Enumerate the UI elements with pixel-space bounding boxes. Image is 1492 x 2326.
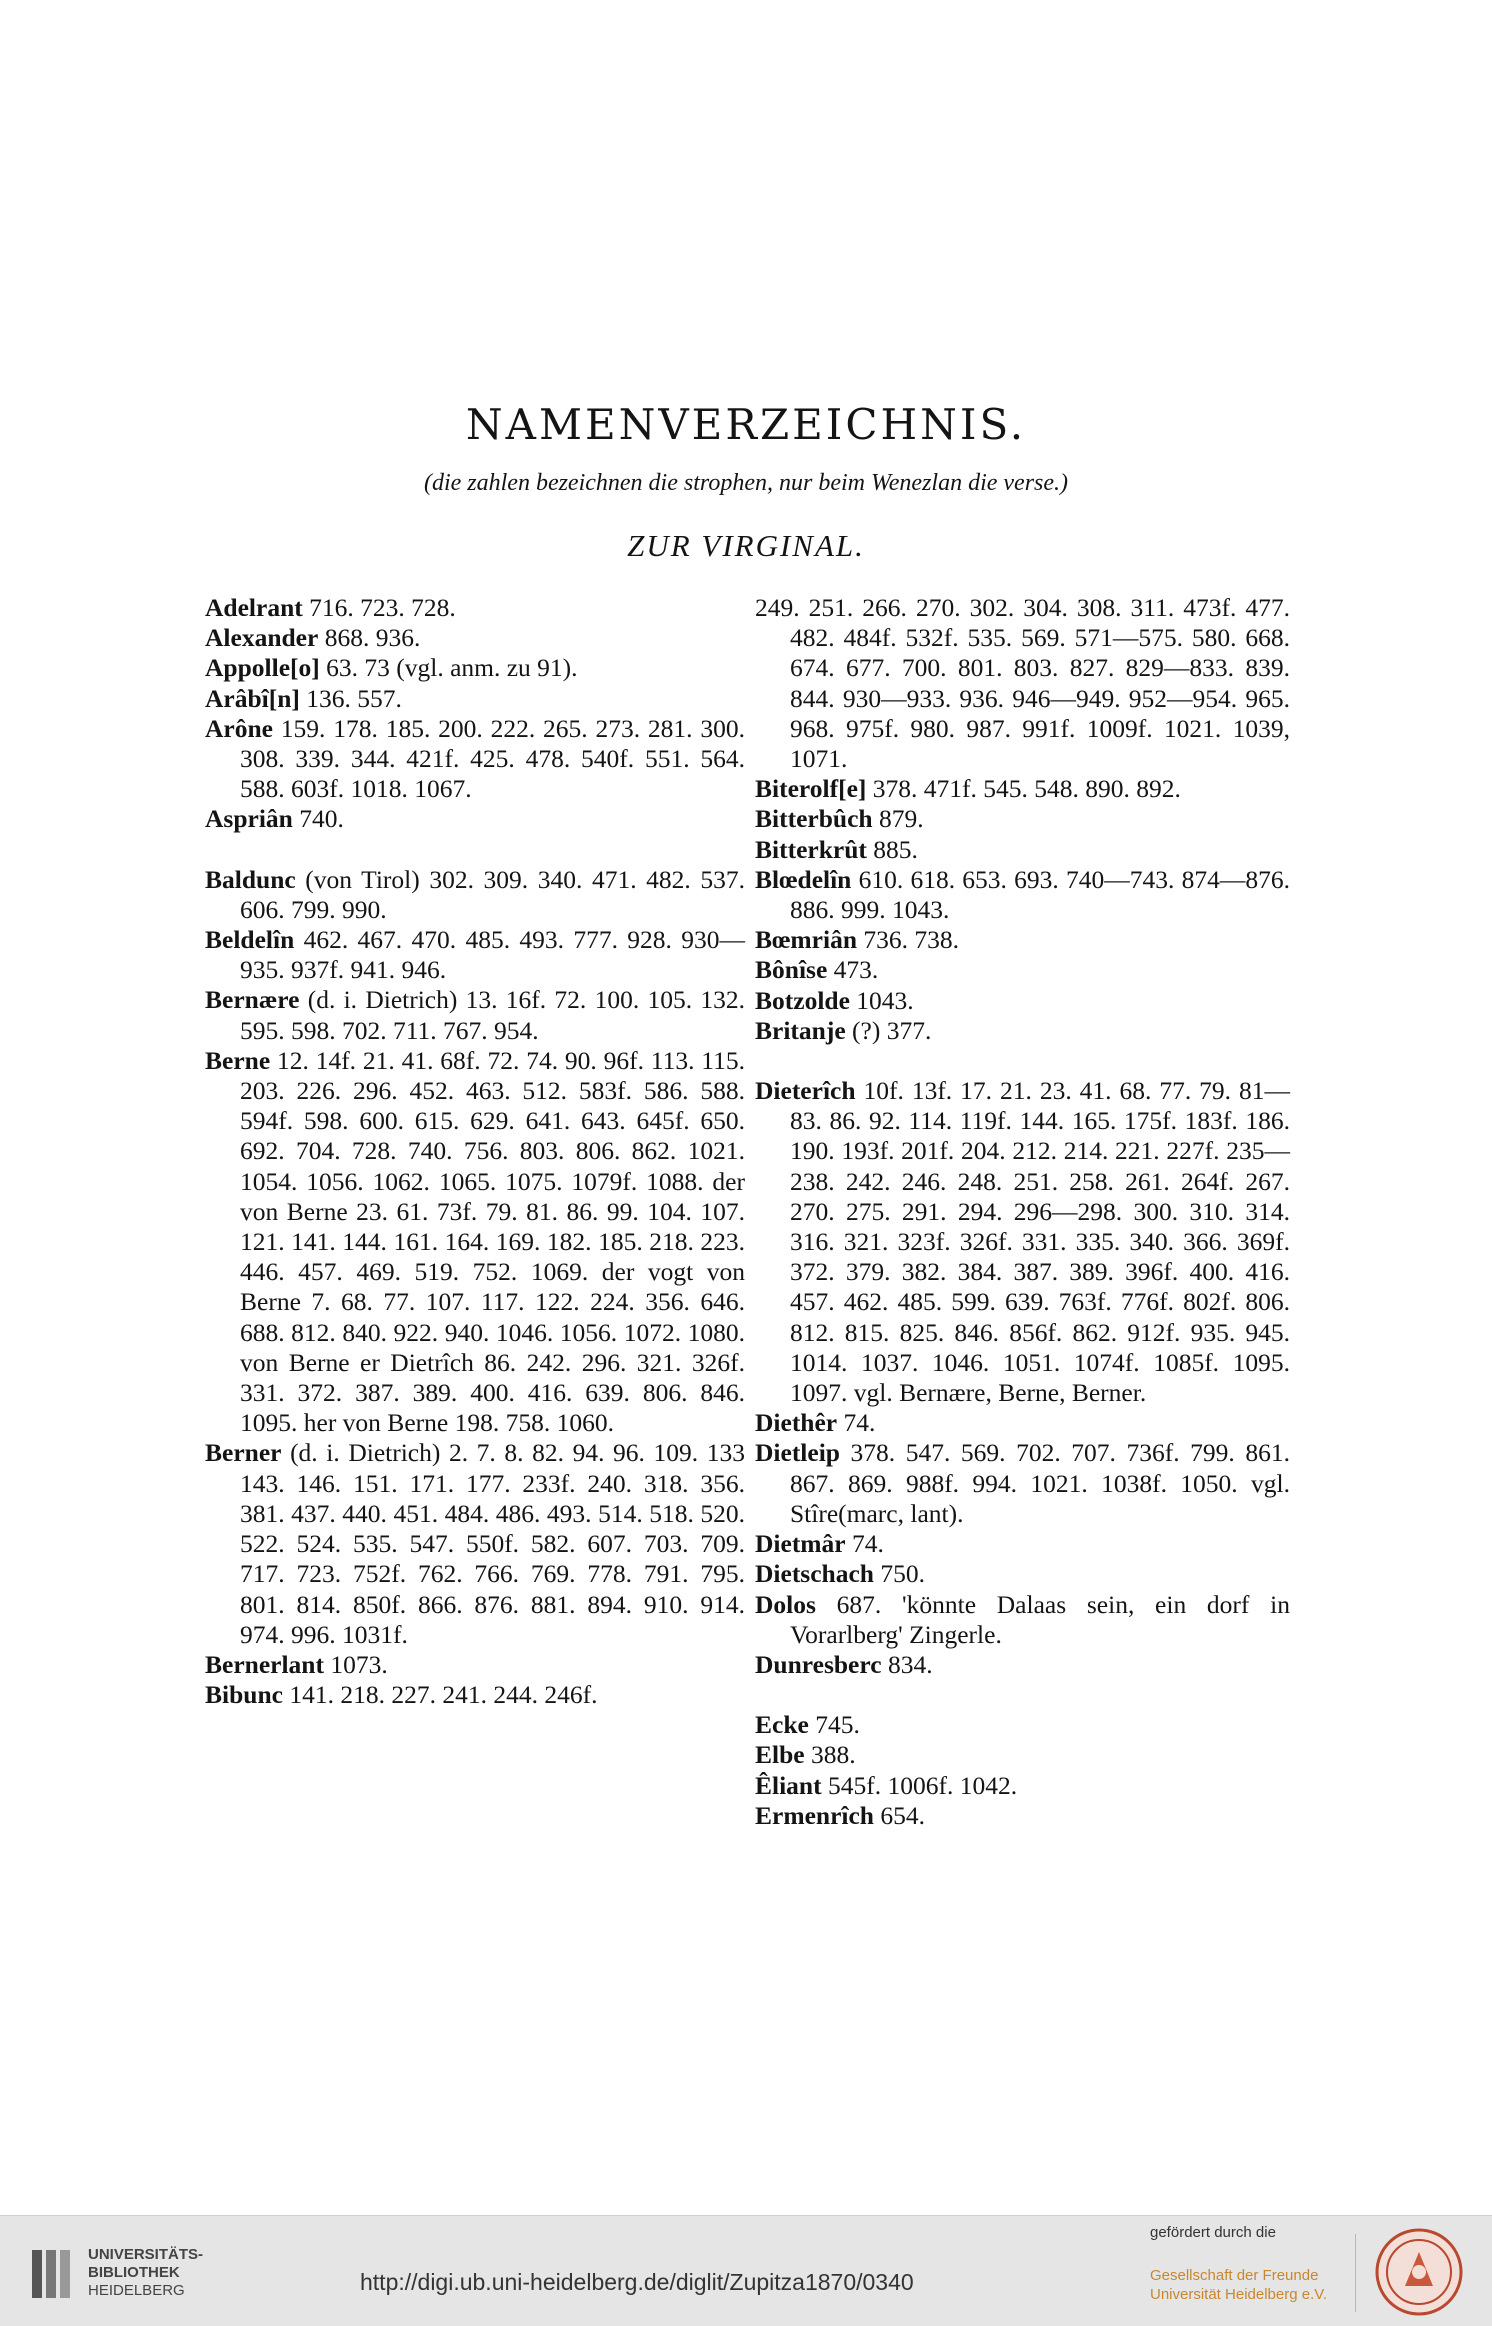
index-references: 141. 218. 227. 241. 244. 246f. <box>282 1680 598 1710</box>
index-references: 136. 557. <box>299 683 402 713</box>
library-name <box>88 2246 203 2300</box>
index-references: 159. 178. 185. 200. 222. 265. 273. 281. 300. 308. 339. 344. 421f. 425. 478. 540f. 551. 564. 588. 603f. 1018. 1067. <box>240 713 745 804</box>
index-headword: Arâbî[n] <box>205 683 300 713</box>
index-entry <box>755 774 1290 804</box>
index-headword: Blœdelîn <box>755 864 852 894</box>
index-headword: Appolle[o] <box>205 653 320 683</box>
index-headword: Dolos <box>755 1589 816 1619</box>
index-entry <box>205 985 745 1045</box>
index-entry <box>755 835 1290 865</box>
index-references: 1043. <box>849 985 914 1015</box>
index-references: 736. 738. <box>857 925 959 955</box>
index-references: 74. <box>845 1529 884 1559</box>
index-headword: Bœmriân <box>755 925 857 955</box>
index-entry <box>205 623 745 653</box>
index-headword: Ecke <box>755 1710 809 1740</box>
index-references: 654. <box>873 1800 925 1830</box>
index-references: 610. 618. 653. 693. 740—743. 874—876. 886. 999. 1043. <box>790 864 1290 925</box>
index-references: 879. <box>872 804 924 834</box>
index-headword: Britanje <box>755 1015 846 1045</box>
index-entry <box>205 593 745 623</box>
index-entry <box>755 865 1290 925</box>
index-headword: Êliant <box>755 1770 822 1800</box>
index-entry <box>205 684 745 714</box>
index-headword: Bernære <box>205 985 300 1015</box>
university-logo-icon <box>30 2246 78 2302</box>
section-heading: ZUR VIRGINAL. <box>627 528 865 563</box>
index-references: (d. i. Dietrich) 13. 16f. 72. 100. 105. 132. 595. 598. 702. 711. 767. 954. <box>240 985 745 1045</box>
index-references: 473. <box>827 955 879 985</box>
index-entry <box>205 1046 745 1439</box>
index-entry <box>755 1710 1290 1740</box>
society-name-line: Universität Heidelberg e.V. <box>1150 2286 1328 2303</box>
index-references: 745. <box>808 1710 860 1740</box>
index-headword: Adelrant <box>205 593 303 622</box>
index-entry <box>755 1771 1290 1801</box>
index-headword: Dietschach <box>755 1559 874 1589</box>
index-references: 750. <box>873 1559 925 1589</box>
page-subtitle: (die zahlen bezeichnen die strophen, nur beim Wenezlan die verse.) <box>423 470 1069 496</box>
footer-bar <box>0 2215 1492 2326</box>
index-entry <box>755 986 1290 1016</box>
index-headword: Beldelîn <box>205 925 295 955</box>
index-headword: Elbe <box>755 1740 805 1770</box>
index-entry <box>755 925 1290 955</box>
index-headword: Dietmâr <box>755 1529 846 1559</box>
index-headword: Diethêr <box>755 1408 838 1438</box>
index-headword: Bibunc <box>205 1680 283 1710</box>
funded-by-label: gefördert durch die <box>1150 2224 1276 2241</box>
index-references: 249. 251. 266. 270. 302. 304. 308. 311. 473f. 477. 482. 484f. 532f. 535. 569. 571—575. 580. 668. 674. 677. 700. 801. 803. 827. 829—833. 839. 844. 930—933. 936. 946—949. 952—954. 965. 968. 975f. 980. 987. 991f. 1009f. 1021. 1039, 1071. <box>755 593 1290 774</box>
index-entry <box>755 1529 1290 1559</box>
index-references: 834. <box>881 1649 933 1679</box>
index-entry <box>755 1408 1290 1438</box>
index-entry <box>755 1076 1290 1408</box>
index-references: 687. 'könnte Dalaas sein, ein dorf in Vorarlberg' Zingerle. <box>790 1589 1290 1649</box>
index-entry <box>755 1650 1290 1680</box>
index-headword: Botzolde <box>755 985 850 1015</box>
index-entry <box>755 1801 1290 1831</box>
index-entry <box>205 1650 745 1680</box>
index-references: 12. 14f. 21. 41. 68f. 72. 74. 90. 96f. 113. 115. 203. 226. 296. 452. 463. 512. 583f. 586. 588. 594f. 598. 600. 615. 629. 641. 643. 645f. 650. 692. 704. 728. 740. 756. 803. 806. 862. 1021. 1054. 1056. 1062. 1065. 1075. 1079f. 1088. der von Berne 23. 61. 73f. 79. 81. 86. 99. 104. 107. 121. 141. 144. 161. 164. 169. 182. 185. 218. 223. 446. 457. 469. 519. 752. 1069. der vogt von Berne 7. 68. 77. 107. 117. 122. 224. 356. 646. 688. 812. 840. 922. 940. 1046. 1056. 1072. 1080. von Berne er Dietrîch 86. 242. 296. 321. 326f. 331. 372. 387. 389. 400. 416. 639. 806. 846. 1095. her von Berne 198. 758. 1060. <box>240 1045 745 1438</box>
index-headword: Aspriân <box>205 804 293 834</box>
index-references: 716. 723. 728. <box>302 593 456 622</box>
index-entry <box>755 1559 1290 1589</box>
index-headword: Bitterbûch <box>755 804 873 834</box>
index-references: 545f. 1006f. 1042. <box>821 1770 1018 1800</box>
page-title: NAMENVERZEICHNIS. <box>465 400 1027 449</box>
index-entry <box>205 1438 745 1649</box>
index-headword: Biterolf[e] <box>755 774 867 804</box>
index-entry <box>205 804 745 834</box>
index-references: 10f. 13f. 17. 21. 23. 41. 68. 77. 79. 81—83. 86. 92. 114. 119f. 144. 165. 175f. 183f. 186. 190. 193f. 201f. 204. 212. 214. 221. 227f. 235—238. 242. 246. 248. 251. 258. 261. 264f. 267. 270. 275. 291. 294. 296—298. 300. 310. 314. 316. 321. 323f. 326f. 331. 335. 340. 366. 369f. 372. 379. 382. 384. 387. 389. 396f. 400. 416. 457. 462. 485. 599. 639. 763f. 776f. 802f. 806. 812. 815. 825. 846. 856f. 862. 912f. 935. 945. 1014. 1037. 1046. 1051. 1074f. 1085f. 1095. 1097. vgl. Bernære, Berne, Berner. <box>790 1076 1290 1408</box>
index-column-left <box>205 593 745 1710</box>
index-headword: Berne <box>205 1045 271 1075</box>
index-headword: Baldunc <box>205 864 296 894</box>
index-references: (?) 377. <box>845 1015 932 1045</box>
index-headword: Ermenrîch <box>755 1800 874 1830</box>
index-headword: Dietleip <box>755 1438 840 1468</box>
index-headword: Dieterîch <box>755 1076 856 1106</box>
index-entry <box>755 1590 1290 1650</box>
index-entry <box>205 1680 745 1710</box>
index-references: 63. 73 (vgl. anm. zu 91). <box>319 653 578 683</box>
index-entry <box>205 865 745 925</box>
index-references: (d. i. Dietrich) 2. 7. 8. 82. 94. 96. 109. 133 143. 146. 151. 171. 177. 233f. 240. 318. 356. 381. 437. 440. 451. 484. 486. 493. 514. 518. 520. 522. 524. 535. 547. 550f. 582. 607. 703. 709. 717. 723. 752f. 762. 766. 769. 778. 791. 795. 801. 814. 850f. 866. 876. 881. 894. 910. 914. 974. 996. 1031f. <box>240 1438 745 1649</box>
index-entry <box>755 804 1290 834</box>
society-name <box>1150 2266 1327 2304</box>
index-references: 388. <box>804 1740 856 1770</box>
library-name-line: UNIVERSITÄTS- <box>88 2246 204 2263</box>
library-name-line: HEIDELBERG <box>88 2282 185 2299</box>
society-name-line: Gesellschaft der Freunde <box>1150 2267 1319 2284</box>
index-references: (von Tirol) 302. 309. 340. 471. 482. 537. 606. 799. 990. <box>240 864 745 924</box>
index-references: 378. 471f. 545. 548. 890. 892. <box>866 774 1181 804</box>
index-headword: Arône <box>205 713 273 743</box>
index-column-right <box>755 593 1290 1831</box>
university-seal-icon <box>1375 2228 1463 2316</box>
index-references: 885. <box>866 834 918 864</box>
index-references: 868. 936. <box>318 623 421 653</box>
index-headword: Alexander <box>205 623 319 653</box>
index-entry <box>755 1016 1290 1046</box>
index-headword: Bitterkrût <box>755 834 867 864</box>
index-references: 74. <box>837 1408 876 1438</box>
index-headword: Bônîse <box>755 955 828 985</box>
index-references: 1073. <box>323 1649 388 1679</box>
index-entry <box>755 955 1290 985</box>
index-headword: Bernerlant <box>205 1649 324 1679</box>
index-references: 378. 547. 569. 702. 707. 736f. 799. 861. 867. 869. 988f. 994. 1021. 1038f. 1050. vgl. Stîre(marc, lant). <box>790 1438 1290 1528</box>
index-headword: Dunresberc <box>755 1649 882 1679</box>
permalink-url[interactable]: http://digi.ub.uni-heidelberg.de/diglit/Zupitza1870/0340 <box>360 2269 914 2295</box>
index-references: 462. 467. 470. 485. 493. 777. 928. 930—935. 937f. 941. 946. <box>240 925 745 985</box>
index-references: 740. <box>292 804 344 834</box>
index-headword: Berner <box>205 1438 282 1468</box>
library-name-line: BIBLIOTHEK <box>88 2264 180 2281</box>
index-entry <box>205 925 745 985</box>
index-entry <box>755 1438 1290 1529</box>
index-entry <box>205 653 745 683</box>
index-entry <box>755 593 1290 774</box>
index-entry <box>755 1740 1290 1770</box>
index-entry <box>205 714 745 805</box>
footer-divider <box>1355 2234 1356 2312</box>
